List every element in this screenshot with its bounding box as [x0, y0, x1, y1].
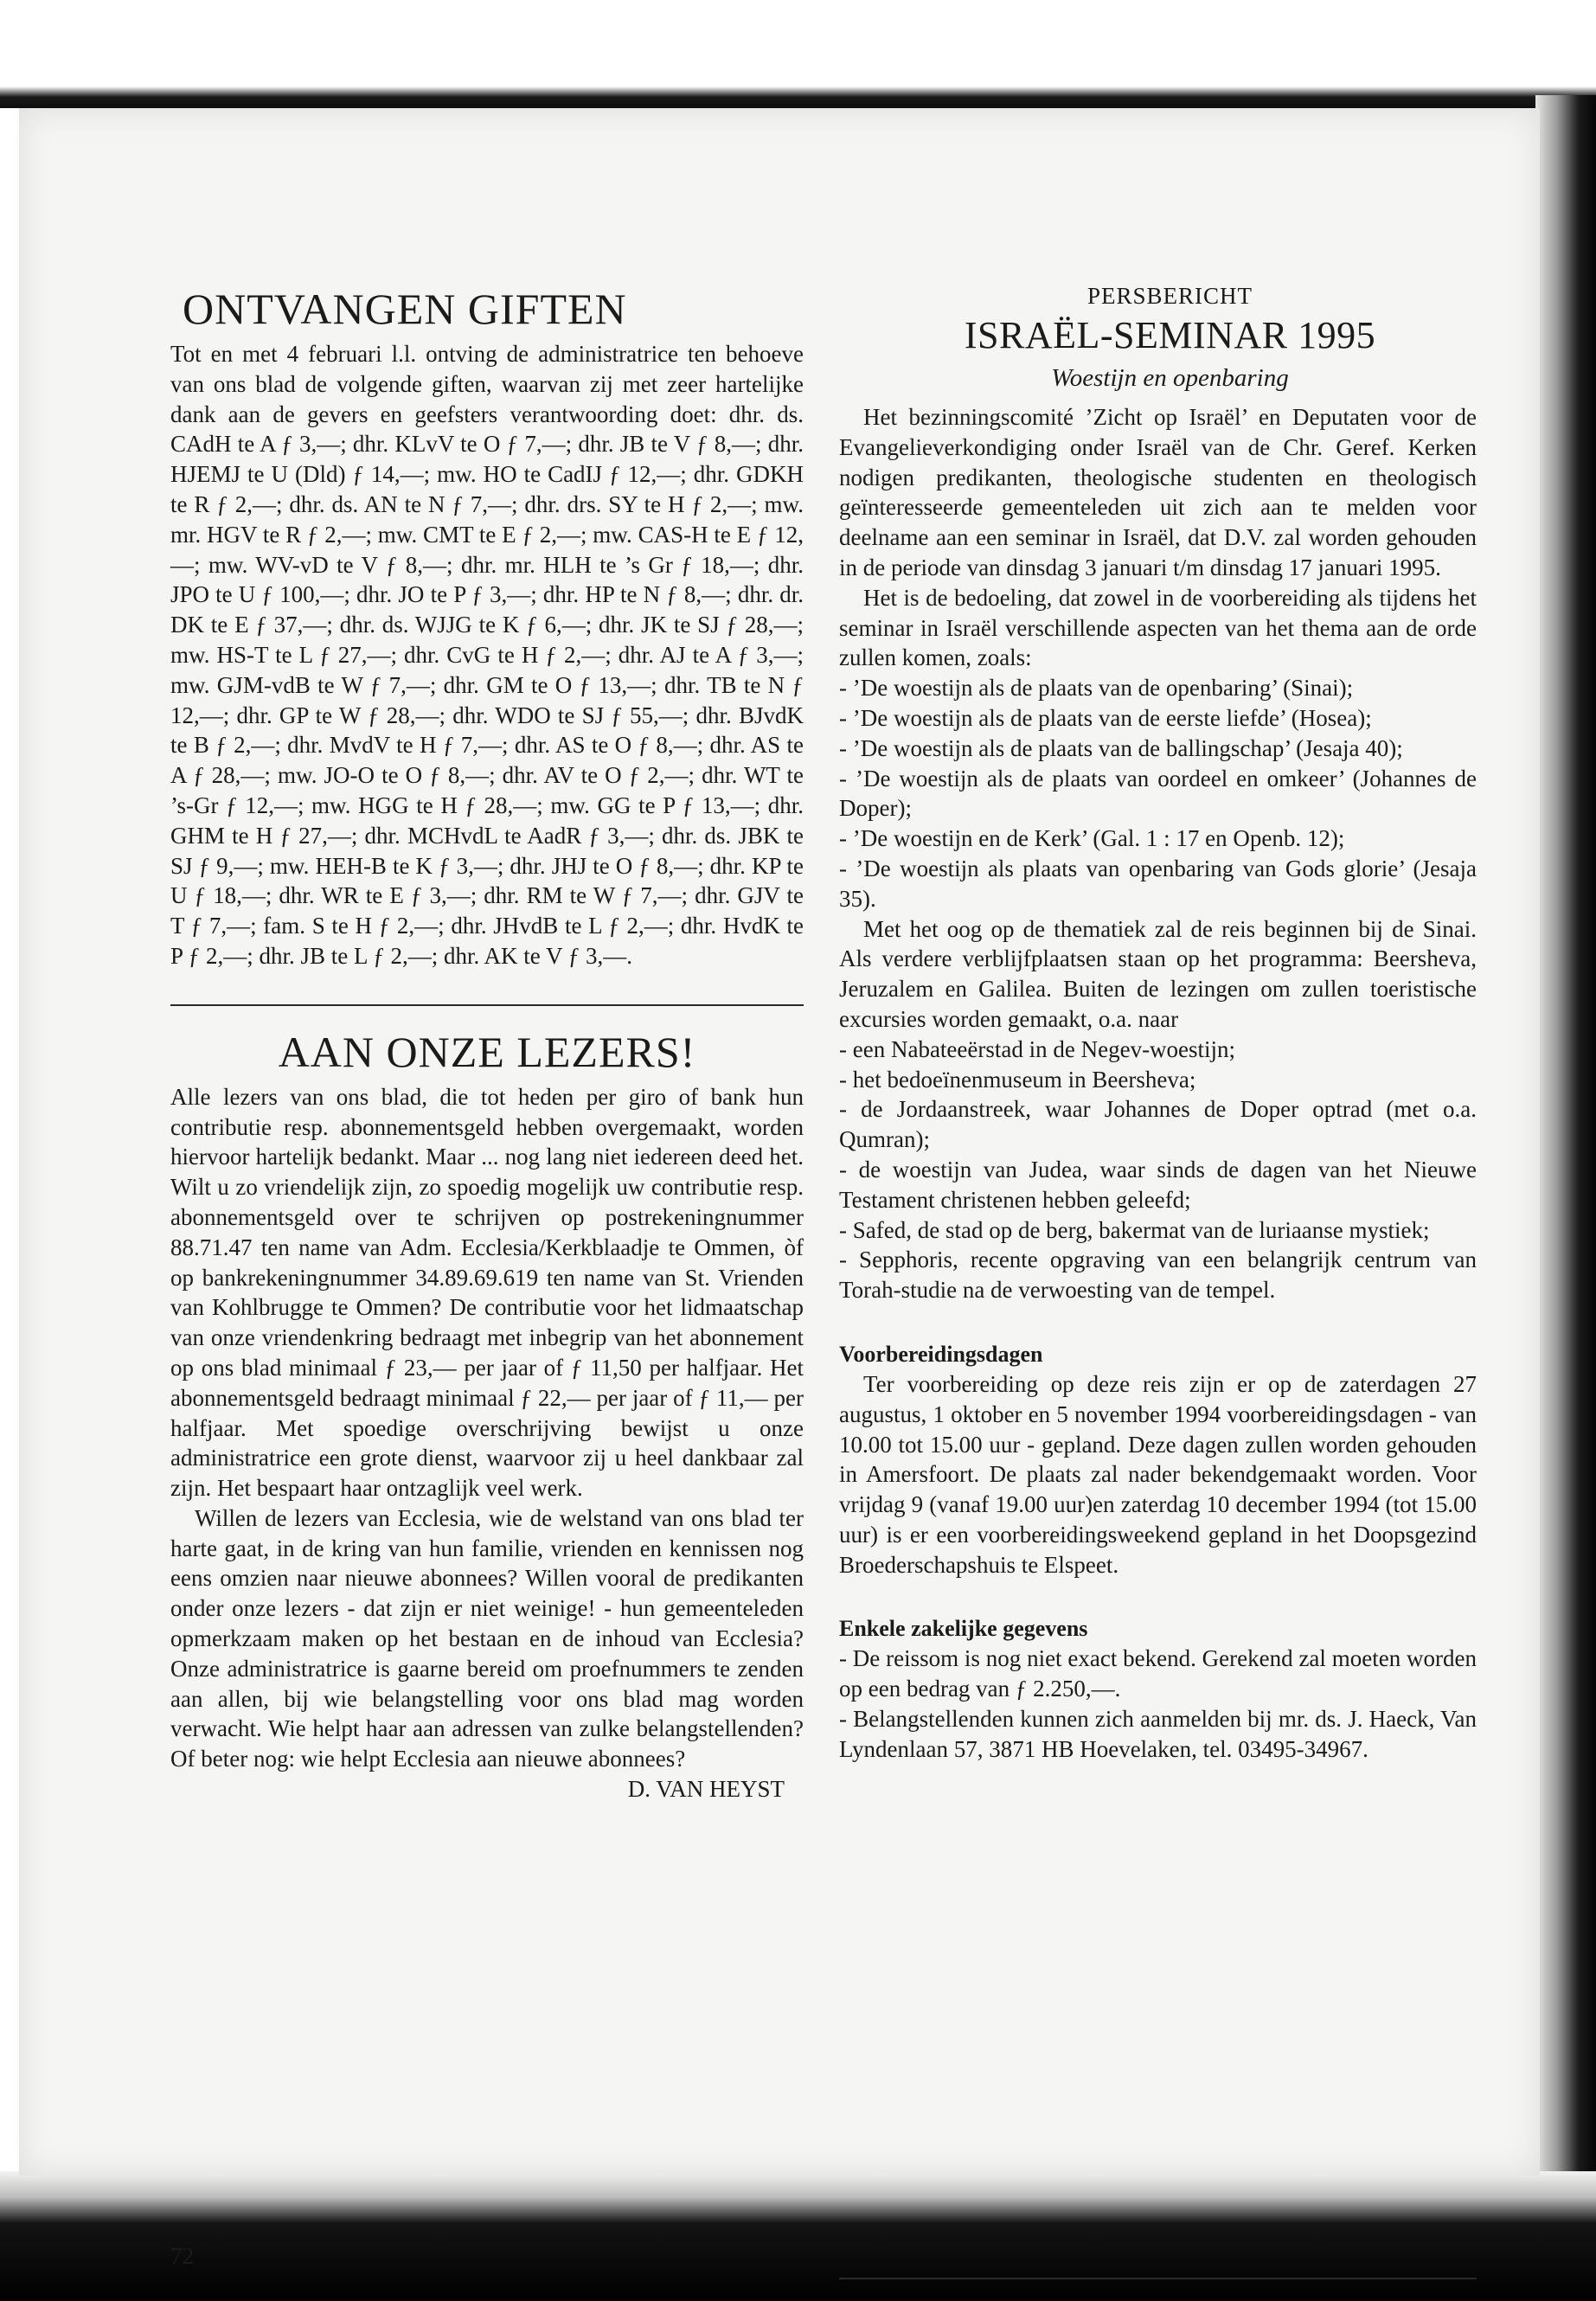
giften-body: Tot en met 4 februari l.l. ontving de administratrice ten behoeve van ons blad de volgende giften, waarvan zij met zeer hartelijke dank aan de gevers en geefsters verantwoording doet: dhr. ds. CAdH te A ƒ 3,—; dhr. KLvV te O ƒ 7,—; dhr. JB te V ƒ 8,—; dhr. HJEMJ te U (Dld) ƒ 14,—; mw. HO te CadIJ ƒ 12,—; dhr. GDKH te R ƒ 2,—; dhr. ds. AN te N ƒ 7,—; dhr. drs. SY te H ƒ 2,—; mw. mr. HGV te R ƒ 2,—; mw. CMT te E ƒ 2,—; mw. CAS-H te E ƒ 12,—; mw. WV-vD te V ƒ 8,—; dhr. mr. HLH te ’s Gr ƒ 18,—; dhr. JPO te U ƒ 100,—; dhr. JO te P ƒ 3,—; dhr. HP te N ƒ 8,—; dhr. dr. DK te E ƒ 37,—; dhr. ds. WJJG te K ƒ 6,—; dhr. JK te SJ ƒ 28,—; mw. HS-T te L ƒ 27,—; dhr. CvG te H ƒ 2,—; dhr. AJ te A ƒ 3,—; mw. GJM-vdB te W ƒ 7,—; dhr. GM te O ƒ 13,—; dhr. TB te N ƒ 12,—; dhr. GP te W ƒ 28,—; dhr. WDO te SJ ƒ 55,—; dhr. BJvdK te B ƒ 2,—; dhr. MvdV te H ƒ 7,—; dhr. AS te O ƒ 8,—; dhr. AS te A ƒ 28,—; mw. JO-O te O ƒ 8,—; dhr. AV te O ƒ 2,—; dhr. WT te ’s-Gr ƒ 12,—; mw. HGG te H ƒ 28,—; mw. GG te P ƒ 13,—; dhr. GHM te H ƒ 27,—; dhr. MCHvdL te AadR ƒ 3,—; dhr. ds. JBK te SJ ƒ 9,—; mw. HEH-B te K ƒ 3,—; dhr. JHJ te O ƒ 8,—; dhr. KP te U ƒ 18,—; dhr. WR te E ƒ 3,—; dhr. RM te W ƒ 7,—; dhr. GJV te T ƒ 7,—; fam. S te H ƒ 2,—; dhr. JHvdB te L ƒ 2,—; dhr. HvdK te P ƒ 2,—; dhr. JB te L ƒ 2,—; dhr. AK te V ƒ 3,—.: [170, 341, 804, 969]
lezers-paragraph-2: Willen de lezers van Ecclesia, wie de welstand van ons blad ter harte gaat, in de kring van hun familie, vrienden en kennissen nog eens omzien naar nieuwe abonnees? Willen vooral de predikanten onder onze lezers - dat zijn er niet weinige! - hun gemeenteleden opmerkzaam maken op het bestaan en de inhoud van Ecclesia? Onze administratrice is gaarne bereid om proefnummers te zenden aan allen, bij wie belangstelling voor ons blad mag worden verwacht. Wie helpt haar aan adressen van zulke belangstellenden? Of beter nog: wie helpt Ecclesia aan nieuwe abonnees?: [170, 1504, 804, 1772]
seminar-paragraph-2: Het is de bedoeling, dat zowel in de voorbereiding als tijdens het seminar in Israël verschillende aspecten van het thema aan de orde zullen komen, zoals:: [839, 584, 1477, 671]
aspect-item: - ’De woestijn als de plaats van de eerste liefde’ (Hosea);: [839, 704, 1372, 731]
seminar-subtitle: Woestijn en openbaring: [1051, 364, 1289, 392]
giften-title: ONTVANGEN GIFTEN: [183, 285, 627, 333]
lezers-title: AAN ONZE LEZERS!: [278, 1027, 696, 1076]
aspect-item: - ’De woestijn als de plaats van oordeel en omkeer’ (Johannes de Doper);: [839, 765, 1477, 822]
fact-item: - Belangstellenden kunnen zich aanmelden bij mr. ds. J. Haeck, Van Lyndenlaan 57, 3871 HB Hoevelaken, tel. 03495-34967.: [839, 1706, 1477, 1762]
excursion-item: - de woestijn van Judea, waar sinds de dagen van het Nieuwe Testament christenen hebben geleefd;: [839, 1156, 1477, 1213]
excursion-item: - Sepphoris, recente opgraving van een belangrijk centrum van Torah-studie na de verwoesting van de tempel.: [839, 1247, 1477, 1304]
excursion-item: - een Nabateeërstad in de Negev-woestijn;: [839, 1035, 1236, 1062]
scan-right-border: [1535, 95, 1596, 2189]
excursion-item: - Safed, de stad op de berg, bakermat van de luriaanse mystiek;: [839, 1216, 1430, 1243]
lezers-paragraph-1: Alle lezers van ons blad, die tot heden per giro of bank hun contributie resp. abonnementsgeld hebben overgemaakt, worden hiervoor hartelijk bedankt. Maar ... nog lang niet iedereen deed het. Wilt u zo vriendelijk zijn, zo spoedig mogelijk uw contributie resp. abonnementsgeld over te schrijven op postrekeningnummer 88.71.47 ten name van Adm. Ecclesia/Kerkblaadje te Ommen, òf op bankrekeningnummer 34.89.69.619 ten name van St. Vrienden van Kohlbrugge te Ommen? De contributie voor het lidmaatschap van onze vriendenkring bedraagt met inbegrip van het abonnement op ons blad minimaal ƒ 23,— per jaar of ƒ 11,50 per halfjaar. Het abonnementsgeld bedraagt minimaal ƒ 22,— per jaar of ƒ 11,— per halfjaar. Met spoedige overschrijving bewijst u onze administratrice een grote dienst, waarvoor zij u heel dankbaar zal zijn. Het bespaart haar ontzaglijk veel werk.: [170, 1083, 804, 1502]
prep-heading: Voorbereidingsdagen: [839, 1341, 1043, 1367]
aspect-item: - ’De woestijn als plaats van openbaring van Gods glorie’ (Jesaja 35).: [839, 855, 1477, 912]
press-kicker: PERSBERICHT: [1086, 283, 1253, 309]
scan-top-border: [0, 0, 1596, 108]
aspect-item: - ’De woestijn als de plaats van de ballingschap’ (Jesaja 40);: [839, 734, 1403, 761]
page-number: 72: [170, 2243, 194, 2269]
aspect-item: - ’De woestijn als de plaats van de openbaring’ (Sinai);: [839, 675, 1354, 702]
seminar-paragraph-3: Met het oog op de thematiek zal de reis beginnen bij de Sinai. Als verdere verblijfplaatsen staan op het programma: Beersheva, Jeruzalem en Galilea. Buiten de lezingen om zullen toeristische excursies worden gemaakt, o.a. naar: [839, 915, 1477, 1032]
signature: D. VAN HEYST: [627, 1776, 785, 1803]
fact-item: - De reissom is nog niet exact bekend. Gerekend zal moeten worden op een bedrag van ƒ 2.250,—.: [839, 1645, 1477, 1702]
section-divider: [170, 1004, 804, 1006]
page: [19, 108, 1540, 2269]
facts-heading: Enkele zakelijke gegevens: [839, 1616, 1088, 1642]
left-column: [170, 285, 804, 1804]
excursion-item: - de Jordaanstreek, waar Johannes de Doper optrad (met o.a. Qumran);: [839, 1096, 1477, 1153]
prep-text: Ter voorbereiding op deze reis zijn er op de zaterdagen 27 augustus, 1 oktober en 5 november 1994 voorbereidingsdagen - van 10.00 tot 15.00 uur - gepland. Deze dagen zullen worden gehouden in Amersfoort. De plaats zal nader bekendgemaakt worden. Voor vrijdag 9 (vanaf 19.00 uur)en zaterdag 10 december 1994 (tot 15.00 uur) is er een voorbereidingsweekend gepland in het Doopsgezind Broederschapshuis te Elspeet.: [839, 1370, 1477, 1578]
footer-rule: [839, 2278, 1477, 2279]
seminar-paragraph-1: Het bezinningscomité ’Zicht op Israël’ en Deputaten voor de Evangelieverkondiging onder Israël van de Chr. Geref. Kerken nodigen predikanten, theologische studenten en theologisch geïnteresseerde gemeenteleden uit zich aan te melden voor deelname aan een seminar in Israël, dat D.V. zal worden gehouden in de periode van dinsdag 3 januari t/m dinsdag 17 januari 1995.: [839, 404, 1477, 580]
right-column: [839, 281, 1477, 1765]
aspect-item: - ’De woestijn en de Kerk’ (Gal. 1 : 17 en Openb. 12);: [839, 825, 1345, 852]
scan-bottom-border: [0, 2171, 1596, 2301]
seminar-title: ISRAËL-SEMINAR 1995: [964, 314, 1376, 356]
excursion-item: - het bedoeïnenmuseum in Beersheva;: [839, 1066, 1196, 1093]
